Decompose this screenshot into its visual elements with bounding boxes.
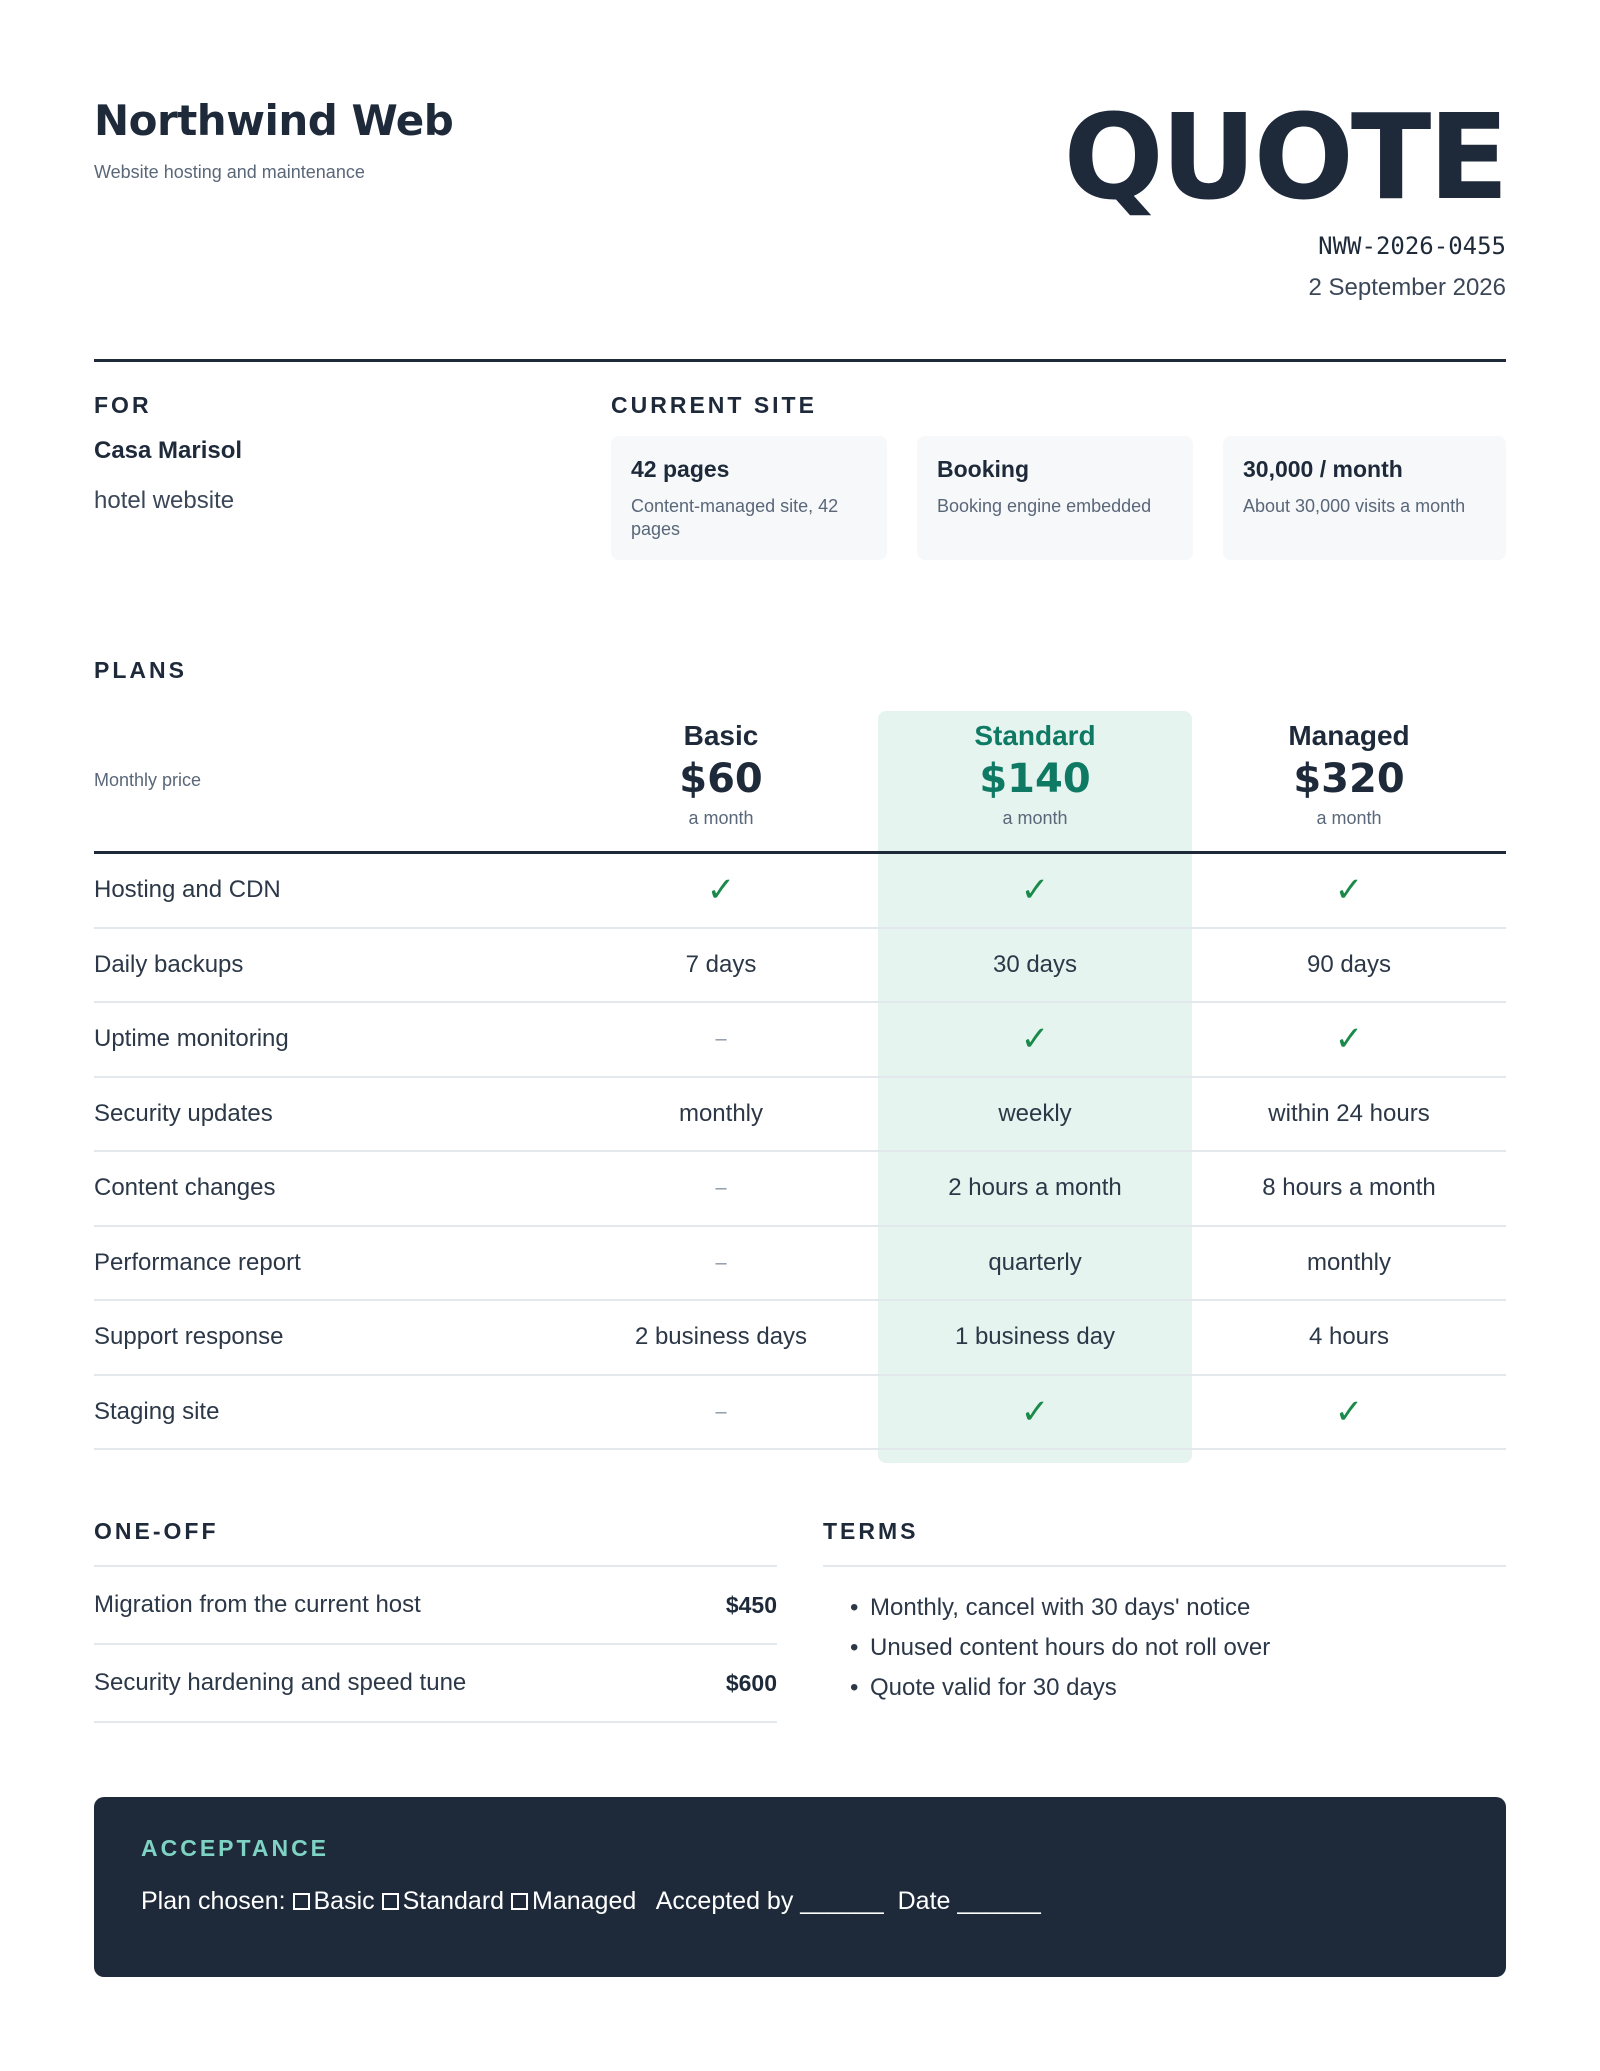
managed-cell: within 24 hours bbox=[1268, 1099, 1430, 1127]
one-off-item-label: Migration from the current host bbox=[94, 1591, 421, 1618]
for-label: FOR bbox=[94, 392, 152, 418]
plan-header-basic bbox=[564, 720, 878, 829]
one-off-list bbox=[94, 1565, 777, 1723]
site-card-pages bbox=[611, 436, 887, 560]
list-item: • Monthly, cancel with 30 days' notice bbox=[850, 1588, 1270, 1628]
one-off-item-amount: $450 bbox=[725, 1592, 777, 1618]
feature-label: Staging site bbox=[94, 1397, 220, 1425]
list-item bbox=[94, 1645, 777, 1723]
standard-cell: ✓ bbox=[1020, 871, 1050, 909]
plan-name: Basic bbox=[683, 720, 759, 751]
monthly-price-label: Monthly price bbox=[94, 770, 202, 790]
standard-cell: quarterly bbox=[988, 1248, 1082, 1276]
feature-label: Security updates bbox=[94, 1099, 273, 1127]
plan-chosen-label: Plan chosen: bbox=[141, 1887, 286, 1915]
one-off-label: ONE-OFF bbox=[94, 1518, 219, 1544]
basic-cell: – bbox=[715, 1400, 727, 1423]
plan-header-managed bbox=[1192, 720, 1506, 829]
table-row bbox=[94, 1376, 1506, 1451]
table-row bbox=[94, 1078, 1506, 1153]
site-card-booking bbox=[917, 436, 1193, 560]
standard-cell: 2 hours a month bbox=[948, 1174, 1122, 1201]
plan-price: $60 bbox=[679, 756, 763, 802]
list-item bbox=[94, 1567, 777, 1645]
client-name: Casa Marisol bbox=[94, 437, 243, 464]
acceptance-line bbox=[141, 1887, 1041, 1916]
site-card-value: 42 pages bbox=[631, 456, 730, 482]
terms-label: TERMS bbox=[823, 1518, 919, 1544]
table-row bbox=[94, 854, 1506, 929]
option-managed-label: Managed bbox=[532, 1887, 637, 1915]
feature-label: Uptime monitoring bbox=[94, 1025, 289, 1052]
document-title: QUOTE bbox=[1063, 88, 1506, 226]
checkbox-managed-icon[interactable] bbox=[511, 1893, 528, 1910]
basic-cell: – bbox=[715, 1251, 727, 1274]
table-row bbox=[94, 1227, 1506, 1302]
feature-label: Support response bbox=[94, 1323, 284, 1350]
one-off-item-amount: $600 bbox=[725, 1670, 777, 1696]
plan-price: $140 bbox=[979, 756, 1091, 802]
list-item: • Quote valid for 30 days bbox=[850, 1668, 1270, 1708]
basic-cell: ✓ bbox=[706, 871, 736, 909]
one-off-item-label: Security hardening and speed tune bbox=[94, 1669, 467, 1696]
basic-cell: – bbox=[715, 1028, 727, 1050]
standard-cell: weekly bbox=[998, 1099, 1072, 1127]
quote-page bbox=[94, 0, 1506, 2071]
company-tagline: Website hosting and maintenance bbox=[94, 162, 365, 182]
site-card-value: Booking bbox=[937, 456, 1029, 482]
terms-list bbox=[850, 1588, 1270, 1708]
feature-label: Hosting and CDN bbox=[94, 876, 281, 903]
plan-price: $320 bbox=[1293, 756, 1405, 802]
site-card-value: 30,000 / month bbox=[1243, 456, 1403, 482]
current-site-label: CURRENT SITE bbox=[611, 392, 817, 418]
standard-cell: ✓ bbox=[1020, 1020, 1050, 1058]
basic-cell: 2 business days bbox=[634, 1323, 808, 1350]
date-field[interactable]: Date ______ bbox=[897, 1887, 1041, 1915]
acceptance-panel bbox=[94, 1797, 1506, 1977]
site-card-description: About 30,000 visits a month bbox=[1243, 496, 1466, 516]
managed-cell: ✓ bbox=[1334, 871, 1364, 909]
table-row bbox=[94, 1301, 1506, 1376]
acceptance-label: ACCEPTANCE bbox=[141, 1835, 330, 1861]
table-row bbox=[94, 1003, 1506, 1078]
managed-cell: monthly bbox=[1306, 1248, 1392, 1276]
basic-cell: 7 days bbox=[685, 950, 757, 978]
plan-name: Managed bbox=[1288, 720, 1410, 751]
managed-cell: ✓ bbox=[1334, 1392, 1364, 1431]
plan-price-unit: a month bbox=[688, 808, 754, 828]
managed-cell: 8 hours a month bbox=[1262, 1174, 1436, 1201]
plans-feature-table bbox=[94, 854, 1506, 1450]
list-item: • Unused content hours do not roll over bbox=[850, 1628, 1270, 1668]
basic-cell: monthly bbox=[678, 1099, 764, 1127]
terms-divider bbox=[823, 1565, 1506, 1567]
site-card-description: Booking engine embedded bbox=[937, 496, 1152, 516]
accepted-by-field[interactable]: Accepted by ______ bbox=[655, 1887, 884, 1915]
option-standard-label: Standard bbox=[402, 1887, 505, 1915]
site-card-description: Content-managed site, 42 pages bbox=[631, 496, 839, 539]
feature-label: Content changes bbox=[94, 1174, 276, 1201]
standard-cell: ✓ bbox=[1020, 1392, 1050, 1431]
checkbox-standard-icon[interactable] bbox=[382, 1893, 399, 1910]
plan-header-standard bbox=[878, 720, 1192, 829]
client-description: hotel website bbox=[94, 487, 235, 514]
plan-price-unit: a month bbox=[1316, 808, 1382, 828]
standard-cell: 30 days bbox=[992, 950, 1078, 978]
quote-date: 2 September 2026 bbox=[1308, 274, 1506, 301]
plans-label: PLANS bbox=[94, 657, 187, 683]
checkbox-basic-icon[interactable] bbox=[293, 1893, 310, 1910]
plan-price-unit: a month bbox=[1002, 808, 1068, 828]
option-basic-label: Basic bbox=[313, 1887, 375, 1915]
basic-cell: – bbox=[715, 1177, 727, 1199]
managed-cell: 90 days bbox=[1306, 950, 1392, 978]
table-row bbox=[94, 1152, 1506, 1227]
feature-label: Daily backups bbox=[94, 950, 244, 978]
site-card-traffic bbox=[1223, 436, 1506, 560]
company-name: Northwind Web bbox=[94, 96, 454, 145]
quote-number: NWW-2026-0455 bbox=[1318, 232, 1506, 260]
managed-cell: 4 hours bbox=[1308, 1323, 1390, 1350]
feature-label: Performance report bbox=[94, 1248, 301, 1276]
table-row bbox=[94, 929, 1506, 1004]
managed-cell: ✓ bbox=[1334, 1020, 1364, 1058]
plan-name: Standard bbox=[974, 720, 1096, 751]
standard-cell: 1 business day bbox=[954, 1323, 1116, 1350]
header-divider bbox=[94, 359, 1506, 362]
